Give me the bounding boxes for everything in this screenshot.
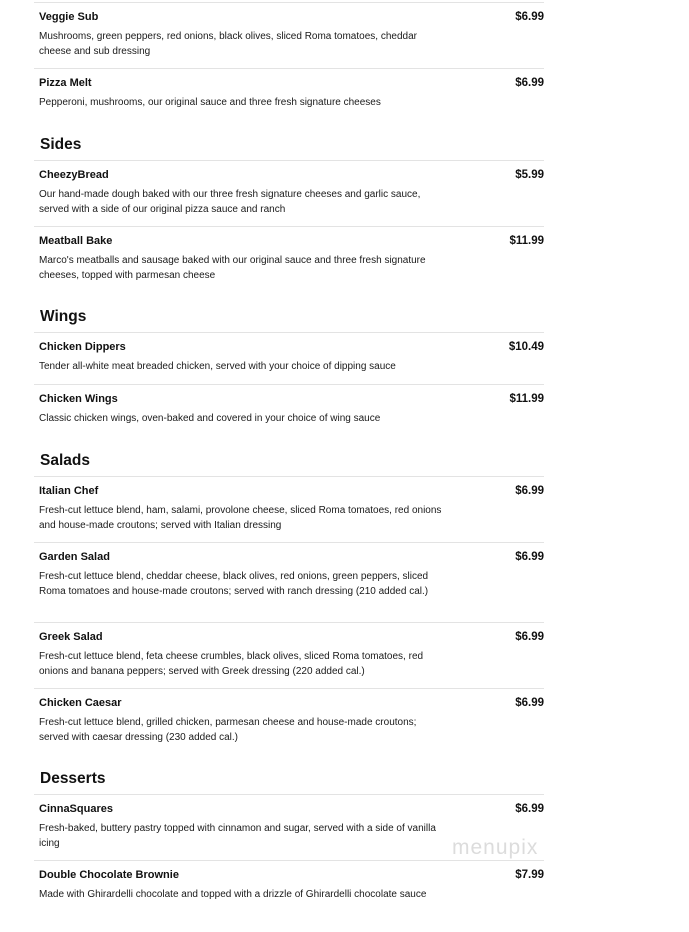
item-description: Fresh-cut lettuce blend, feta cheese crumbles, black olives, sliced Roma tomatoes, red onions and banana peppers; served with Greek dressing (220 added cal.) <box>39 651 424 677</box>
menu-item <box>34 476 544 542</box>
item-price: $11.99 <box>509 235 544 247</box>
menu-item <box>34 160 544 226</box>
item-name: Chicken Dippers <box>39 341 126 353</box>
item-name: CinnaSquares <box>39 803 113 815</box>
item-divider <box>34 384 544 385</box>
section-title: Sides <box>40 136 82 153</box>
item-description: Our hand-made dough baked with our three fresh signature cheeses and garlic sauce, served with a side of our original pizza sauce and ranch <box>39 189 421 215</box>
menu-item <box>34 68 544 120</box>
item-price: $6.99 <box>515 631 544 643</box>
item-divider <box>34 860 544 861</box>
item-price: $6.99 <box>515 485 544 497</box>
item-name: Chicken Wings <box>39 393 118 405</box>
item-description: Fresh-baked, buttery pastry topped with cinnamon and sugar, served with a side of vanilla icing <box>39 823 436 849</box>
item-description: Mushrooms, green peppers, red onions, black olives, sliced Roma tomatoes, cheddar cheese and sub dressing <box>39 31 417 57</box>
item-description: Fresh-cut lettuce blend, cheddar cheese, black olives, red onions, green peppers, sliced Roma tomatoes and house-made croutons; served with ranch dressing (210 added cal.) <box>39 571 429 597</box>
menu-item <box>34 226 544 292</box>
item-price: $6.99 <box>515 11 544 23</box>
menupix-watermark: menupix <box>452 836 539 859</box>
item-divider <box>34 226 544 227</box>
menu-item <box>34 860 544 926</box>
item-divider <box>34 332 544 333</box>
item-description: Marco's meatballs and sausage baked with our original sauce and three fresh signature cheeses, topped with parmesan cheese <box>39 255 426 281</box>
item-price: $6.99 <box>515 803 544 815</box>
item-name: Double Chocolate Brownie <box>39 869 179 881</box>
item-name: Italian Chef <box>39 485 99 497</box>
item-name: Garden Salad <box>39 551 110 563</box>
item-name: Pizza Melt <box>39 77 92 89</box>
menu-item <box>34 688 544 754</box>
item-price: $7.99 <box>515 869 544 881</box>
menu-item <box>34 622 544 688</box>
item-divider <box>34 476 544 477</box>
item-divider <box>34 68 544 69</box>
item-divider <box>34 542 544 543</box>
item-divider <box>34 622 544 623</box>
item-divider <box>34 2 544 3</box>
section-title: Salads <box>40 452 90 469</box>
item-description: Tender all-white meat breaded chicken, served with your choice of dipping sauce <box>39 361 396 372</box>
item-description: Fresh-cut lettuce blend, ham, salami, provolone cheese, sliced Roma tomatoes, red onions and house-made croutons; served with Italian dressing <box>39 505 442 531</box>
item-description: Fresh-cut lettuce blend, grilled chicken, parmesan cheese and house-made croutons; served with caesar dressing (230 added cal.) <box>39 717 417 743</box>
menu-item <box>34 332 544 384</box>
item-divider <box>34 160 544 161</box>
item-name: CheezyBread <box>39 169 109 181</box>
menu-item <box>34 2 544 68</box>
menu-item <box>34 384 544 436</box>
item-price: $11.99 <box>509 393 544 405</box>
item-price: $10.49 <box>508 341 544 353</box>
item-name: Meatball Bake <box>39 235 113 247</box>
item-divider <box>34 794 544 795</box>
item-name: Veggie Sub <box>39 11 99 23</box>
item-price: $6.99 <box>515 77 544 89</box>
menu-item <box>34 542 544 622</box>
section-title: Wings <box>40 308 87 325</box>
item-description: Pepperoni, mushrooms, our original sauce and three fresh signature cheeses <box>39 97 381 108</box>
item-description: Classic chicken wings, oven-baked and covered in your choice of wing sauce <box>39 413 381 424</box>
item-price: $5.99 <box>515 169 544 181</box>
section-title: Desserts <box>40 770 106 787</box>
item-price: $6.99 <box>515 697 544 709</box>
item-price: $6.99 <box>515 551 544 563</box>
item-name: Chicken Caesar <box>39 697 122 709</box>
item-description: Made with Ghirardelli chocolate and topped with a drizzle of Ghirardelli chocolate sauce <box>39 889 427 900</box>
item-divider <box>34 688 544 689</box>
item-name: Greek Salad <box>39 631 103 643</box>
